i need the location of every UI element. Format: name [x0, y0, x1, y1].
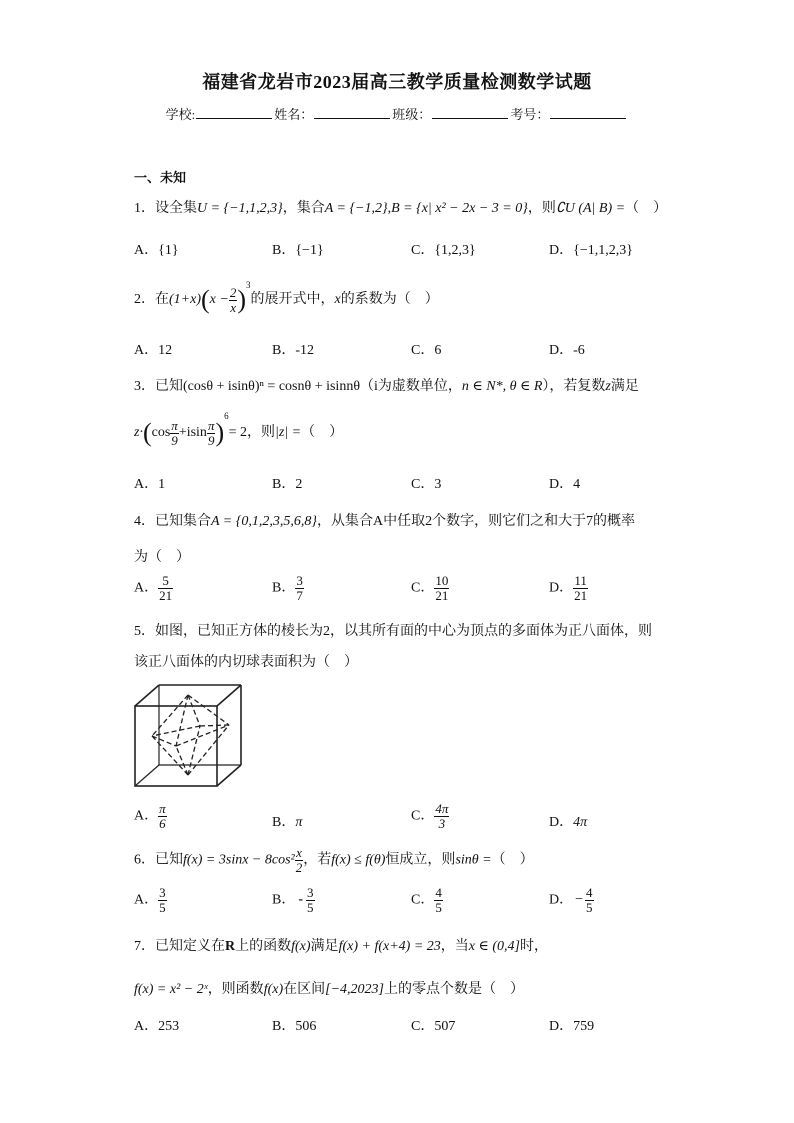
q-text: 已知 — [155, 852, 183, 868]
numerator: 11 — [574, 573, 587, 588]
octa-edge — [152, 736, 176, 746]
numerator: π — [207, 417, 215, 433]
q-math: A = {0,1,2,3,5,6,8} — [211, 514, 317, 529]
q-math: [−4,2023] — [325, 982, 384, 997]
option-d — [549, 886, 594, 914]
exponent: 3 — [246, 279, 251, 290]
option-label: D． — [549, 892, 574, 908]
fraction — [295, 574, 304, 602]
option-label: D． — [549, 815, 574, 830]
octa-edge — [176, 746, 188, 775]
q-text: 满足 — [610, 379, 639, 394]
fraction — [158, 802, 167, 830]
option-a — [134, 802, 167, 830]
q-text: （ ） — [301, 425, 344, 441]
numerator: x — [296, 845, 302, 860]
minus-sign: - — [298, 892, 304, 908]
question-6 — [134, 846, 534, 874]
numerator: 4π — [435, 801, 449, 816]
denominator: 6 — [159, 815, 166, 831]
q-math: cos — [151, 425, 171, 441]
fraction — [434, 574, 449, 602]
option-b: B．2 — [272, 477, 303, 492]
option-d: D．{−1,1,2,3} — [549, 243, 633, 258]
option-label: D． — [549, 580, 574, 596]
q-text: 恒成立，则 — [385, 852, 456, 868]
fraction — [295, 846, 304, 874]
option-label: B． — [272, 580, 296, 596]
fraction — [573, 574, 588, 602]
option-value: 4π — [573, 815, 588, 830]
denominator: 5 — [435, 899, 442, 915]
q-math: f(x) = x² − 2ˣ — [134, 982, 208, 997]
question-number: 4． — [134, 514, 155, 529]
q-math: ∁U (A| B) = — [555, 201, 626, 216]
numerator: 3 — [307, 885, 314, 900]
option-label: A． — [134, 892, 159, 908]
q-text: （ ） — [491, 852, 534, 868]
question-7 — [134, 935, 548, 955]
cube-octahedron-figure — [130, 682, 250, 792]
denominator: 9 — [171, 432, 178, 448]
q-text: 上的零点个数是（ ） — [383, 982, 524, 997]
question-number: 1． — [134, 201, 155, 216]
question-3-line-2 — [134, 410, 344, 448]
q-text: 设全集 — [155, 201, 197, 216]
q-text: 的展开式中， — [250, 292, 335, 308]
numerator: 4 — [586, 885, 593, 900]
q-math: (1+x) — [169, 292, 201, 308]
option-label: C． — [411, 580, 435, 596]
question-2 — [134, 279, 439, 315]
numerator: 10 — [435, 573, 449, 588]
cube-edge — [217, 685, 241, 706]
q-text: ，则 — [527, 201, 556, 216]
paren-open: ( — [201, 285, 210, 314]
q-math: U = {−1,1,2,3} — [197, 201, 283, 216]
option-c: C．3 — [411, 477, 442, 492]
q-text: 已知定义在 — [155, 939, 225, 954]
q-math: = 2 — [228, 425, 248, 441]
exponent: 6 — [224, 410, 229, 421]
question-number: 2． — [134, 292, 155, 308]
q-text: （ ） — [625, 201, 668, 216]
option-a — [134, 574, 173, 602]
option-a: A．253 — [134, 1019, 180, 1034]
q-math: |z| = — [275, 425, 302, 441]
question-4 — [134, 510, 635, 530]
q-math: +isin — [178, 425, 207, 441]
q-math: f(x) ≤ f(θ) — [331, 852, 386, 868]
q-text: , — [387, 201, 392, 216]
q-math: A = {−1,2} — [324, 201, 388, 216]
q-math: f(x) = 3sinx − 8cos² — [183, 852, 295, 868]
cube-edge — [135, 685, 159, 706]
denominator: 21 — [435, 587, 449, 603]
denominator: x — [230, 299, 236, 315]
option-c: C．507 — [411, 1019, 456, 1034]
numerator: 3 — [159, 885, 166, 900]
fraction — [306, 886, 315, 914]
option-b — [272, 886, 315, 914]
option-d: D．759 — [549, 1019, 595, 1034]
exam-no-label: 考号： — [510, 107, 550, 122]
option-b: B．-12 — [272, 343, 314, 358]
question-4-line-2: 为（ ） — [134, 550, 190, 565]
q-math: B = {x| x² − 2x − 3 = 0} — [391, 201, 528, 216]
question-number: 3． — [134, 379, 155, 394]
octa-edge — [188, 695, 200, 726]
denominator: 5 — [586, 899, 593, 915]
option-value: π — [295, 815, 303, 830]
question-5 — [134, 620, 652, 640]
option-d — [549, 574, 588, 602]
option-a — [134, 886, 167, 914]
option-b — [272, 574, 304, 602]
q-text: 如图，已知正方体的棱长为2，以其所有面的中心为顶点的多面体为正八面体，则 — [155, 624, 652, 639]
question-number: 5． — [134, 624, 155, 639]
q-text: ，则函数 — [207, 982, 264, 997]
option-label: C． — [411, 892, 435, 908]
minus-sign: − — [575, 892, 584, 908]
q-math: sinθ = — [455, 852, 492, 868]
q-text: 满足 — [310, 939, 339, 954]
question-1 — [134, 197, 667, 217]
question-number: 7． — [134, 939, 155, 954]
denominator: 21 — [159, 587, 173, 603]
paren-open: ( — [142, 418, 152, 447]
numerator: 3 — [296, 573, 303, 588]
fraction — [158, 886, 167, 914]
q-text: 已知 — [155, 379, 183, 394]
option-label: A． — [134, 808, 159, 824]
q-math: n ∈ N*, θ ∈ R — [461, 379, 543, 394]
denominator: 9 — [207, 432, 215, 448]
question-number: 6． — [134, 852, 155, 868]
q-text: ，从集合A中任取2个数字，则它们之和大于7的概率 — [316, 514, 636, 529]
cube-edge — [217, 765, 241, 786]
q-math: f(x) — [263, 982, 284, 997]
student-info-line — [0, 104, 794, 123]
class-label: 班级： — [392, 107, 432, 122]
numerator: 2 — [229, 284, 237, 300]
paren-close: ) — [215, 418, 225, 447]
q-text: ，若 — [303, 852, 332, 868]
q-text: ），若复数 — [542, 379, 606, 394]
school-blank — [196, 106, 272, 119]
q-text: ，当 — [440, 939, 469, 954]
option-a: A．{1} — [134, 243, 179, 258]
q-text: 上的函数 — [235, 939, 292, 954]
option-c — [411, 802, 449, 830]
option-label: C． — [411, 808, 435, 824]
q-math: x − — [209, 292, 229, 308]
q-text: 的系数为（ ） — [340, 292, 439, 308]
option-d — [549, 811, 587, 831]
class-blank — [432, 106, 508, 119]
fraction — [585, 886, 594, 914]
q-math: z — [605, 379, 611, 394]
page-title: 福建省龙岩市2023届高三教学质量检测数学试题 — [202, 72, 592, 92]
option-a: A．12 — [134, 343, 173, 358]
q-math: x ∈ (0,4] — [468, 939, 520, 954]
q-math: f(x) — [291, 939, 311, 954]
numerator: π — [159, 801, 166, 816]
question-7-line-2 — [134, 978, 524, 998]
option-c — [411, 886, 443, 914]
section-title: 一、未知 — [134, 170, 187, 185]
q-math: x — [334, 292, 341, 308]
option-label: B． — [272, 815, 296, 830]
denominator: 7 — [296, 587, 303, 603]
paren-close: ) — [237, 285, 247, 314]
numerator: 5 — [158, 574, 173, 589]
fraction — [434, 802, 449, 830]
q-text: 已知集合 — [155, 514, 211, 529]
option-a: A．1 — [134, 477, 166, 492]
cube-hidden-edge — [135, 765, 159, 786]
q-math: z· — [134, 425, 143, 441]
name-blank — [314, 106, 390, 119]
option-b — [272, 811, 302, 831]
numerator: π — [171, 417, 178, 433]
q-math: R — [225, 939, 236, 954]
q-text: 在 — [155, 292, 169, 308]
q-text: 在区间 — [283, 982, 326, 997]
q-math: f(x) + f(x+4) = 23 — [338, 939, 441, 954]
option-b: B．506 — [272, 1019, 317, 1034]
school-label: 学校: — [165, 107, 196, 122]
octa-edge — [152, 736, 188, 775]
option-label: A． — [134, 580, 159, 596]
q-text: （i为虚数单位， — [360, 379, 462, 394]
denominator: 5 — [307, 899, 314, 915]
option-b: B．{−1} — [272, 243, 324, 258]
name-label: 姓名： — [274, 107, 314, 122]
numerator: 4 — [435, 885, 442, 900]
q-text: ，集合 — [282, 201, 325, 216]
question-3 — [134, 375, 639, 395]
fraction — [170, 419, 179, 447]
option-d: D．4 — [549, 477, 581, 492]
octa-edge — [200, 725, 229, 726]
q-math: (cosθ + isinθ)ⁿ = cosnθ + isinnθ — [183, 379, 361, 394]
q-text: ，则 — [247, 425, 276, 441]
option-c — [411, 574, 449, 602]
denominator: 2 — [295, 859, 303, 875]
option-label: B． — [272, 892, 296, 908]
q-text: 时， — [519, 939, 548, 954]
denominator: 5 — [159, 899, 166, 915]
denominator: 3 — [438, 815, 446, 831]
option-c: C．{1,2,3} — [411, 243, 476, 258]
fraction — [434, 886, 443, 914]
question-5-line-2: 该正八面体的内切球表面积为（ ） — [134, 655, 358, 670]
fraction — [158, 574, 173, 602]
option-d: D．-6 — [549, 343, 585, 358]
denominator: 21 — [574, 587, 588, 603]
exam-no-blank — [550, 106, 626, 119]
option-c: C．6 — [411, 343, 442, 358]
